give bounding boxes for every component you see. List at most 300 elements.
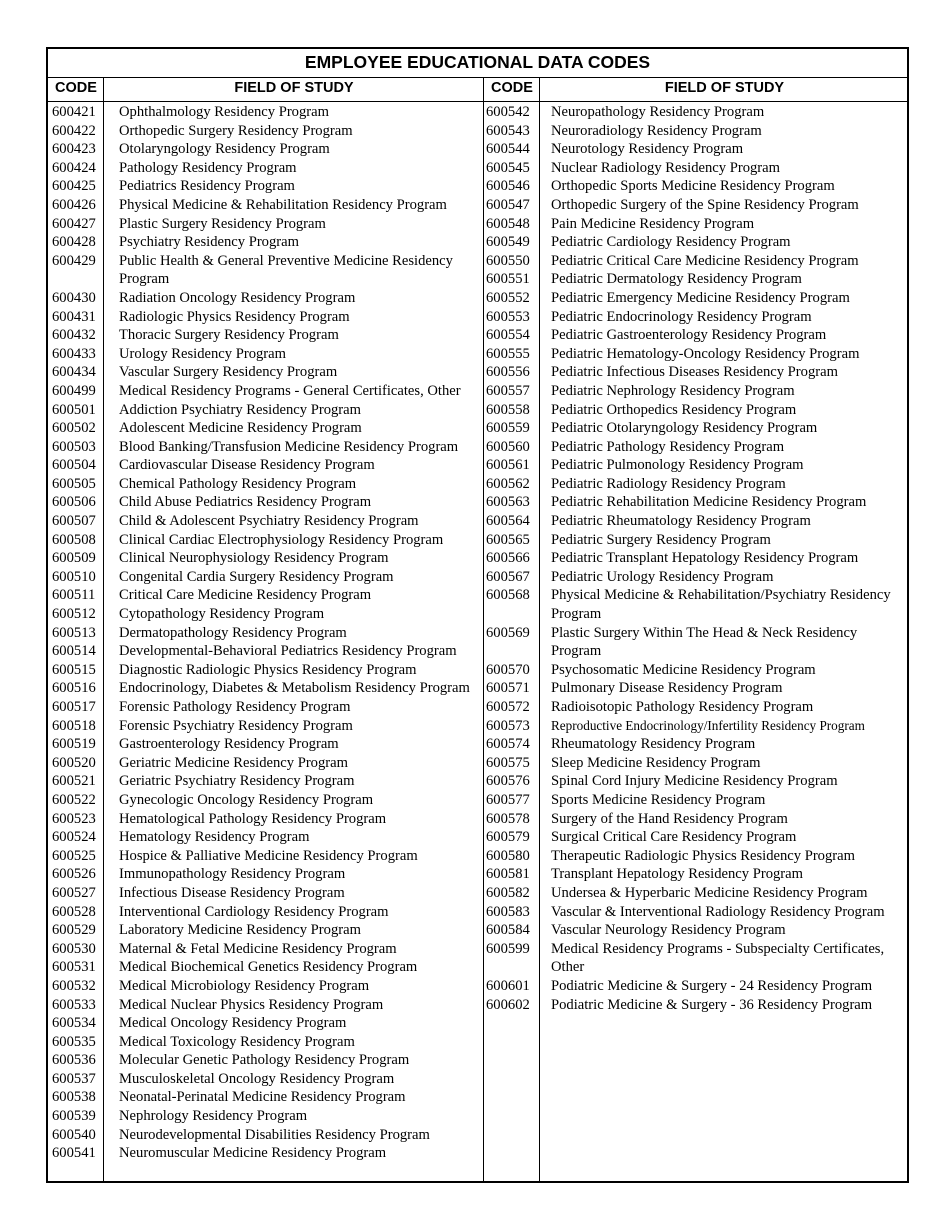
table-row	[486, 512, 906, 531]
code-cell: 600571	[486, 680, 530, 697]
field-of-study-cell: Pediatric Transplant Hepatology Residency Program	[551, 550, 859, 567]
field-of-study-cell: Medical Toxicology Residency Program	[119, 1033, 355, 1050]
table-row	[486, 456, 906, 475]
field-of-study-cell: Pediatric Rheumatology Residency Program	[551, 513, 811, 530]
table-row	[52, 958, 487, 977]
field-of-study-cell: Geriatric Medicine Residency Program	[119, 754, 348, 771]
field-of-study-cell: Orthopedic Surgery Residency Program	[119, 122, 353, 139]
field-of-study-cell: Radiation Oncology Residency Program	[119, 289, 356, 306]
table-row	[486, 977, 906, 996]
code-cell: 600434	[52, 364, 96, 381]
field-of-study-cell: Cardiovascular Disease Residency Program	[119, 457, 375, 474]
field-of-study-cell: Gastroenterology Residency Program	[119, 736, 339, 753]
table-row	[52, 679, 487, 698]
code-cell: 600572	[486, 699, 530, 715]
field-of-study-cell: Critical Care Medicine Residency Program	[119, 587, 372, 604]
table-row	[486, 419, 906, 438]
table-row	[486, 549, 906, 568]
table-row	[486, 159, 906, 178]
field-of-study-cell: Clinical Cardiac Electrophysiology Residency Program	[119, 531, 444, 548]
field-of-study-cell: Orthopedic Surgery of the Spine Residency Program	[551, 196, 859, 213]
code-cell: 600535	[52, 1033, 96, 1050]
code-cell: 600554	[486, 327, 530, 344]
table-row	[52, 717, 487, 736]
code-cell: 600558	[486, 401, 530, 418]
code-cell: 600581	[486, 866, 530, 883]
code-cell: 600553	[486, 308, 530, 325]
table-row	[486, 289, 906, 308]
field-of-study-cell: Radiologic Physics Residency Program	[119, 308, 350, 325]
field-of-study-cell: Pediatric Otolaryngology Residency Program	[551, 420, 818, 437]
field-of-study-cell: Pediatric Orthopedics Residency Program	[551, 401, 797, 418]
right-code-list	[486, 103, 906, 1014]
code-cell: 600577	[486, 791, 530, 808]
header-field-right: FIELD OF STUDY	[664, 80, 785, 96]
table-row	[486, 679, 906, 698]
table-row	[486, 270, 906, 289]
field-of-study-cell: Pediatric Emergency Medicine Residency Program	[551, 289, 850, 306]
field-of-study-cell: Transplant Hepatology Residency Program	[551, 866, 803, 883]
code-cell: 600559	[486, 420, 530, 437]
code-cell: 600540	[52, 1126, 96, 1143]
table-row	[52, 642, 487, 661]
field-of-study-cell: Pediatric Endocrinology Residency Program	[551, 308, 812, 325]
table-row	[486, 382, 906, 401]
code-cell: 600509	[52, 550, 96, 567]
code-cell: 600519	[52, 736, 96, 753]
code-cell: 600543	[486, 122, 530, 139]
table-row	[52, 438, 487, 457]
field-of-study-cell: Dermatopathology Residency Program	[119, 624, 347, 641]
field-of-study-cell: Adolescent Medicine Residency Program	[119, 420, 362, 437]
code-cell: 600582	[486, 884, 530, 901]
code-cell: 600547	[486, 196, 530, 213]
code-cell: 600551	[486, 271, 530, 288]
field-of-study-cell: Therapeutic Radiologic Physics Residency Program	[551, 847, 855, 864]
code-cell: 600524	[52, 829, 96, 846]
field-of-study-cell: Physical Medicine & Rehabilitation Residency Program	[119, 196, 447, 213]
code-cell: 600536	[52, 1052, 96, 1069]
field-of-study-cell: Spinal Cord Injury Medicine Residency Program	[551, 773, 838, 790]
table-row	[52, 308, 487, 327]
table-row	[52, 549, 487, 568]
table-row	[52, 791, 487, 810]
code-cell: 600560	[486, 438, 530, 455]
table-row	[486, 308, 906, 327]
field-of-study-cell: Hospice & Palliative Medicine Residency Program	[119, 847, 418, 864]
code-cell: 600602	[486, 996, 530, 1013]
code-cell: 600514	[52, 643, 96, 660]
table-row	[52, 177, 487, 196]
table-row	[52, 140, 487, 159]
field-of-study-cell: Psychosomatic Medicine Residency Program	[551, 661, 816, 678]
field-of-study-cell: Pediatric Nephrology Residency Program	[551, 382, 795, 399]
header-divider	[48, 101, 907, 102]
field-of-study-cell: Thoracic Surgery Residency Program	[119, 327, 339, 344]
table-row	[52, 1144, 487, 1163]
table-row	[52, 865, 487, 884]
code-cell: 600555	[486, 345, 530, 362]
table-row	[52, 233, 487, 252]
code-cell: 600423	[52, 141, 96, 158]
code-cell: 600548	[486, 215, 530, 232]
code-cell: 600421	[52, 104, 96, 120]
code-cell: 600424	[52, 159, 96, 176]
table-row	[52, 382, 487, 401]
table-row	[486, 754, 906, 773]
field-of-study-cell: Endocrinology, Diabetes & Metabolism Residency Program	[119, 680, 470, 697]
code-cell: 600520	[52, 754, 96, 771]
field-of-study-cell: Hematological Pathology Residency Program	[119, 810, 387, 827]
code-cell: 600510	[52, 568, 96, 585]
table-row	[52, 289, 487, 308]
field-of-study-cell: Sports Medicine Residency Program	[551, 791, 766, 808]
table-row	[486, 103, 906, 122]
table-row	[52, 512, 487, 531]
code-cell: 600425	[52, 178, 96, 195]
field-of-study-cell: Congenital Cardia Surgery Residency Program	[119, 568, 394, 585]
field-of-study-cell: Infectious Disease Residency Program	[119, 884, 345, 901]
field-of-study-cell: Forensic Psychiatry Residency Program	[119, 717, 353, 734]
field-of-study-cell: Pathology Residency Program	[119, 159, 297, 176]
code-cell: 600568	[486, 587, 530, 604]
code-cell: 600539	[52, 1108, 96, 1125]
table-row	[486, 828, 906, 847]
code-cell: 600530	[52, 940, 96, 957]
code-cell: 600576	[486, 773, 530, 790]
table-row	[52, 903, 487, 922]
field-of-study-cell: Pediatric Pathology Residency Program	[551, 438, 785, 455]
table-row	[52, 1126, 487, 1145]
field-of-study-cell: Psychiatry Residency Program	[119, 234, 299, 251]
code-cell: 600522	[52, 791, 96, 808]
field-of-study-cell: Vascular Surgery Residency Program	[119, 364, 338, 381]
field-of-study-cell: Rheumatology Residency Program	[551, 736, 756, 753]
table-row	[52, 754, 487, 773]
field-of-study-cell: Blood Banking/Transfusion Medicine Residency Program	[119, 438, 459, 455]
code-cell: 600525	[52, 847, 96, 864]
code-cell: 600430	[52, 289, 96, 306]
table-row	[486, 326, 906, 345]
table-row	[52, 940, 487, 959]
table-row	[52, 810, 487, 829]
field-of-study-cell: Neonatal-Perinatal Medicine Residency Program	[119, 1089, 406, 1106]
field-of-study-cell: Pediatric Dermatology Residency Program	[551, 271, 802, 288]
field-of-study-cell: Chemical Pathology Residency Program	[119, 475, 357, 492]
table-row	[486, 401, 906, 420]
table-row	[486, 772, 906, 791]
code-cell: 600574	[486, 736, 530, 753]
field-of-study-cell: Pediatric Pulmonology Residency Program	[551, 457, 804, 474]
table-row	[52, 847, 487, 866]
field-of-study-cell: Child & Adolescent Psychiatry Residency Program	[119, 513, 419, 530]
code-cell: 600534	[52, 1015, 96, 1032]
code-cell: 600566	[486, 550, 530, 567]
table-row	[52, 252, 487, 289]
table-row	[52, 996, 487, 1015]
code-cell: 600563	[486, 494, 530, 511]
table-row	[52, 401, 487, 420]
field-of-study-cell: Pediatric Infectious Diseases Residency Program	[551, 364, 838, 381]
table-row	[52, 1070, 487, 1089]
table-row	[486, 140, 906, 159]
field-of-study-cell: Musculoskeletal Oncology Residency Program	[119, 1070, 395, 1087]
table-row	[486, 810, 906, 829]
code-cell: 600513	[52, 624, 96, 641]
code-cell: 600537	[52, 1070, 96, 1087]
field-of-study-cell: Radioisotopic Pathology Residency Program	[551, 699, 814, 715]
code-cell: 600578	[486, 810, 530, 827]
code-cell: 600584	[486, 922, 530, 939]
field-of-study-cell: Ophthalmology Residency Program	[119, 104, 329, 120]
table-row	[52, 1051, 487, 1070]
field-of-study-cell: Pediatric Rehabilitation Medicine Residency Program	[551, 494, 867, 511]
table-row	[486, 586, 906, 623]
table-row	[52, 456, 487, 475]
code-cell: 600557	[486, 382, 530, 399]
table-row	[52, 698, 487, 717]
code-cell: 600561	[486, 457, 530, 474]
code-cell: 600573	[486, 717, 530, 734]
code-cell: 600545	[486, 159, 530, 176]
code-cell: 600428	[52, 234, 96, 251]
field-of-study-cell: Nephrology Residency Program	[119, 1108, 308, 1125]
table-row	[486, 661, 906, 680]
field-of-study-cell: Medical Microbiology Residency Program	[119, 977, 370, 994]
code-cell: 600542	[486, 104, 530, 120]
field-of-study-cell: Addiction Psychiatry Residency Program	[119, 401, 361, 418]
table-row	[486, 865, 906, 884]
code-cell: 600501	[52, 401, 96, 418]
field-of-study-cell: Neuromuscular Medicine Residency Program	[119, 1145, 387, 1162]
table-row	[486, 921, 906, 940]
table-row	[52, 1088, 487, 1107]
field-of-study-cell: Pediatric Surgery Residency Program	[551, 531, 771, 548]
code-cell: 600579	[486, 829, 530, 846]
table-row	[52, 326, 487, 345]
code-cell: 600517	[52, 699, 96, 715]
field-of-study-cell: Molecular Genetic Pathology Residency Program	[119, 1052, 410, 1069]
table-row	[486, 847, 906, 866]
left-code-list	[52, 103, 487, 1163]
code-cell: 600532	[52, 977, 96, 994]
field-of-study-cell: Physical Medicine & Rehabilitation/Psychiatry Residency Program	[551, 587, 891, 623]
code-cell: 600549	[486, 234, 530, 251]
field-of-study-cell: Pediatrics Residency Program	[119, 178, 295, 195]
field-of-study-cell: Pediatric Urology Residency Program	[551, 568, 774, 585]
code-cell: 600575	[486, 754, 530, 771]
table-row	[52, 196, 487, 215]
table-row	[52, 493, 487, 512]
code-cell: 600583	[486, 903, 530, 920]
code-cell: 600523	[52, 810, 96, 827]
field-of-study-cell: Pediatric Cardiology Residency Program	[551, 234, 791, 251]
field-of-study-cell: Podiatric Medicine & Surgery - 36 Residency Program	[551, 996, 873, 1013]
table-row	[52, 977, 487, 996]
field-of-study-cell: Neurodevelopmental Disabilities Residency Program	[119, 1126, 430, 1143]
code-cell: 600529	[52, 922, 96, 939]
table-row	[486, 791, 906, 810]
field-of-study-cell: Medical Nuclear Physics Residency Program	[119, 996, 384, 1013]
field-of-study-cell: Hematology Residency Program	[119, 829, 310, 846]
code-cell: 600511	[52, 587, 96, 604]
field-of-study-cell: Developmental-Behavioral Pediatrics Residency Program	[119, 643, 457, 660]
code-cell: 600550	[486, 252, 530, 269]
code-cell: 600564	[486, 513, 530, 530]
field-of-study-cell: Interventional Cardiology Residency Program	[119, 903, 389, 920]
table-title: EMPLOYEE EDUCATIONAL DATA CODES	[48, 49, 907, 78]
code-cell: 600516	[52, 680, 96, 697]
table-row	[52, 586, 487, 605]
field-of-study-cell: Medical Oncology Residency Program	[119, 1015, 347, 1032]
code-cell: 600499	[52, 382, 96, 399]
table-row	[486, 717, 906, 736]
code-cell: 600512	[52, 606, 96, 623]
code-cell: 600433	[52, 345, 96, 362]
field-of-study-cell: Vascular Neurology Residency Program	[551, 922, 786, 939]
field-of-study-cell: Medical Biochemical Genetics Residency Program	[119, 959, 418, 976]
field-of-study-cell: Clinical Neurophysiology Residency Program	[119, 550, 389, 567]
field-of-study-cell: Geriatric Psychiatry Residency Program	[119, 773, 355, 790]
code-cell: 600502	[52, 420, 96, 437]
code-cell: 600504	[52, 457, 96, 474]
code-cell: 600506	[52, 494, 96, 511]
field-of-study-cell: Laboratory Medicine Residency Program	[119, 922, 361, 939]
table-row	[486, 903, 906, 922]
table-row	[52, 475, 487, 494]
code-cell: 600432	[52, 327, 96, 344]
code-cell: 600544	[486, 141, 530, 158]
field-of-study-cell: Forensic Pathology Residency Program	[119, 699, 351, 715]
field-of-study-cell: Surgical Critical Care Residency Program	[551, 829, 797, 846]
table-row	[52, 363, 487, 382]
code-cell: 600427	[52, 215, 96, 232]
field-of-study-cell: Reproductive Endocrinology/Infertility Residency Program	[551, 717, 865, 733]
table-row	[52, 1014, 487, 1033]
table-row	[486, 735, 906, 754]
field-of-study-cell: Orthopedic Sports Medicine Residency Program	[551, 178, 835, 195]
table-row	[486, 531, 906, 550]
field-of-study-cell: Child Abuse Pediatrics Residency Program	[119, 494, 372, 511]
table-row	[52, 605, 487, 624]
code-cell: 600422	[52, 122, 96, 139]
table-row	[52, 921, 487, 940]
table-row	[486, 624, 906, 661]
table-row	[52, 122, 487, 141]
table-row	[52, 828, 487, 847]
table-row	[486, 345, 906, 364]
code-cell: 600565	[486, 531, 530, 548]
code-cell: 600429	[52, 252, 96, 269]
table-row	[52, 624, 487, 643]
field-of-study-cell: Neuropathology Residency Program	[551, 104, 765, 120]
code-cell: 600556	[486, 364, 530, 381]
code-cell: 600526	[52, 866, 96, 883]
code-cell: 600546	[486, 178, 530, 195]
header-code-right: CODE	[491, 80, 533, 96]
code-cell: 600601	[486, 977, 530, 994]
table-row	[486, 363, 906, 382]
header-code-left: CODE	[55, 80, 97, 96]
table-row	[52, 215, 487, 234]
table-row	[52, 345, 487, 364]
field-of-study-cell: Pediatric Hematology-Oncology Residency Program	[551, 345, 860, 362]
table-row	[52, 568, 487, 587]
table-row	[52, 159, 487, 178]
table-row	[486, 940, 906, 977]
code-cell: 600567	[486, 568, 530, 585]
field-of-study-cell: Pulmonary Disease Residency Program	[551, 680, 783, 697]
field-of-study-cell: Medical Residency Programs - Subspecialty Certificates, Other	[551, 940, 885, 976]
table-row	[52, 1107, 487, 1126]
field-of-study-cell: Surgery of the Hand Residency Program	[551, 810, 788, 827]
table-row	[486, 475, 906, 494]
table-row	[486, 122, 906, 141]
field-of-study-cell: Cytopathology Residency Program	[119, 606, 325, 623]
table-row	[52, 1033, 487, 1052]
educational-codes-table	[46, 47, 909, 1183]
table-row	[486, 568, 906, 587]
table-row	[52, 735, 487, 754]
table-row	[486, 196, 906, 215]
field-of-study-cell: Gynecologic Oncology Residency Program	[119, 791, 374, 808]
code-cell: 600518	[52, 717, 96, 734]
field-of-study-cell: Pediatric Radiology Residency Program	[551, 475, 786, 492]
code-cell: 600570	[486, 661, 530, 678]
table-row	[52, 419, 487, 438]
code-cell: 600503	[52, 438, 96, 455]
field-of-study-cell: Plastic Surgery Residency Program	[119, 215, 326, 232]
code-cell: 600541	[52, 1145, 96, 1162]
table-row	[486, 233, 906, 252]
code-cell: 600533	[52, 996, 96, 1013]
field-of-study-cell: Pain Medicine Residency Program	[551, 215, 755, 232]
field-of-study-cell: Pediatric Gastroenterology Residency Program	[551, 327, 827, 344]
table-row	[52, 661, 487, 680]
code-cell: 600507	[52, 513, 96, 530]
field-of-study-cell: Nuclear Radiology Residency Program	[551, 159, 780, 176]
code-cell: 600521	[52, 773, 96, 790]
field-of-study-cell: Vascular & Interventional Radiology Residency Program	[551, 903, 885, 920]
field-of-study-cell: Sleep Medicine Residency Program	[551, 754, 761, 771]
table-row	[486, 215, 906, 234]
field-of-study-cell: Maternal & Fetal Medicine Residency Program	[119, 940, 397, 957]
code-cell: 600508	[52, 531, 96, 548]
table-row	[52, 772, 487, 791]
field-of-study-cell: Public Health & General Preventive Medicine Residency Program	[119, 252, 453, 288]
table-row	[486, 438, 906, 457]
table-row	[52, 103, 487, 122]
code-cell: 600431	[52, 308, 96, 325]
code-cell: 600531	[52, 959, 96, 976]
table-row	[486, 698, 906, 717]
table-row	[486, 884, 906, 903]
code-cell: 600505	[52, 475, 96, 492]
field-of-study-cell: Neurotology Residency Program	[551, 141, 744, 158]
field-of-study-cell: Plastic Surgery Within The Head & Neck Residency Program	[551, 624, 858, 660]
table-row	[52, 884, 487, 903]
code-cell: 600580	[486, 847, 530, 864]
table-row	[486, 493, 906, 512]
field-of-study-cell: Podiatric Medicine & Surgery - 24 Residency Program	[551, 977, 873, 994]
field-of-study-cell: Diagnostic Radiologic Physics Residency Program	[119, 661, 417, 678]
field-of-study-cell: Immunopathology Residency Program	[119, 866, 346, 883]
code-cell: 600569	[486, 624, 530, 641]
table-row	[486, 177, 906, 196]
code-cell: 600599	[486, 940, 530, 957]
field-of-study-cell: Pediatric Critical Care Medicine Residency Program	[551, 252, 859, 269]
header-field-left: FIELD OF STUDY	[234, 80, 354, 96]
